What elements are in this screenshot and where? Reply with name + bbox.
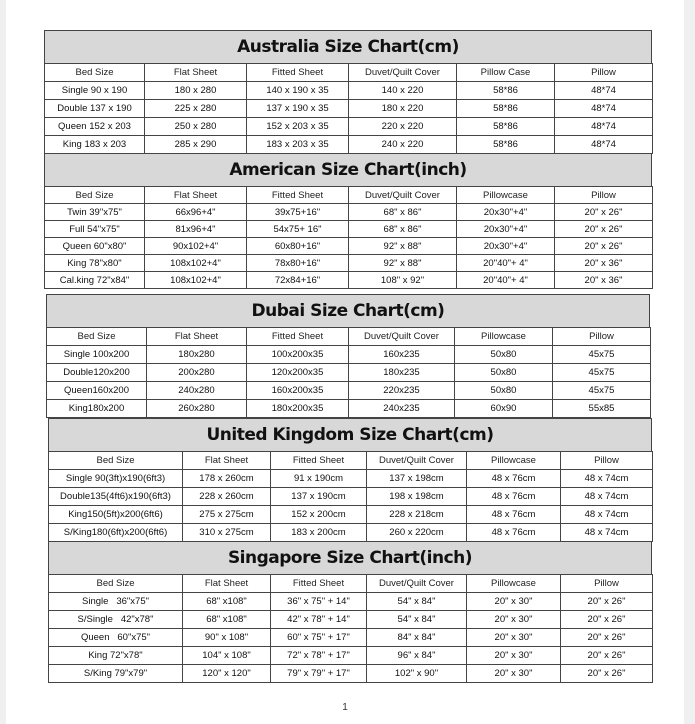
table-cell: S/Single 42"x78" [49,611,183,629]
table-cell: 20" x 26" [561,593,653,611]
table-row [45,221,653,238]
table-cell: 240x235 [349,400,455,418]
header-cell: Duvet/Quilt Cover [349,328,455,346]
table-cell: King150(5ft)x200(6ft6) [49,506,183,524]
table-cell: 20"40"+ 4" [457,272,555,289]
table-cell: Single 100x200 [47,346,147,364]
header-cell: Pillow [561,452,653,470]
table-cell: Queen 60"x80" [45,238,145,255]
header-cell: Flat Sheet [183,452,271,470]
table-header-row [45,64,653,82]
table-cell: 48*74 [555,82,653,100]
header-cell: Pillowcase [455,328,553,346]
header-cell: Pillowcase [467,575,561,593]
table-cell: 108" x 92" [349,272,457,289]
table-cell: King 183 x 203 [45,136,145,154]
table-cell: 58*86 [457,118,555,136]
table-cell: Queen 60"x75" [49,629,183,647]
table-cell: 78x80+16" [247,255,349,272]
table-cell: 48 x 76cm [467,524,561,542]
table-cell: 137 x 198cm [367,470,467,488]
table-cell: 20x30"+4" [457,238,555,255]
table-row [45,136,653,154]
table-cell: 228 x 260cm [183,488,271,506]
size-chart-singapore [48,541,652,683]
table-cell: Queen 152 x 203 [45,118,145,136]
header-cell: Fitted Sheet [247,328,349,346]
table-cell: 310 x 275cm [183,524,271,542]
table-cell: 50x80 [455,382,553,400]
table-cell: 54" x 84" [367,593,467,611]
table-cell: 183 x 203 x 35 [247,136,349,154]
table-cell: 20" x 30" [467,593,561,611]
table-cell: 137 x 190 x 35 [247,100,349,118]
header-cell: Pillow Case [457,64,555,82]
table-row [49,593,653,611]
table-header-row [47,328,651,346]
table-cell: 81x96+4" [145,221,247,238]
table-cell: 68" x 86" [349,221,457,238]
table-cell: 20" x 30" [467,665,561,683]
header-cell: Bed Size [45,64,145,82]
table-cell: 180 x 220 [349,100,457,118]
table-row [45,272,653,289]
table-cell: King 78"x80" [45,255,145,272]
table-cell: 48 x 76cm [467,488,561,506]
size-chart-united-kingdom [48,418,652,542]
table-cell: Queen160x200 [47,382,147,400]
table-cell: 39x75+16" [247,204,349,221]
header-cell: Flat Sheet [145,64,247,82]
header-cell: Bed Size [49,452,183,470]
table-cell: 240x280 [147,382,247,400]
table-cell: 48 x 76cm [467,506,561,524]
table-cell: 68" x108" [183,611,271,629]
table-header-row [49,452,653,470]
header-cell: Pillow [553,328,651,346]
table-cell: 79" x 79" + 17" [271,665,367,683]
table-cell: Full 54"x75" [45,221,145,238]
table-cell: 152 x 200cm [271,506,367,524]
table-cell: 48*74 [555,118,653,136]
table-row [47,346,651,364]
header-cell: Duvet/Quilt Cover [349,64,457,82]
table-cell: 92" x 88" [349,238,457,255]
table-row [49,629,653,647]
table-cell: Double120x200 [47,364,147,382]
table-cell: 100x200x35 [247,346,349,364]
table-cell: 180x200x35 [247,400,349,418]
size-table [44,63,653,154]
table-cell: Twin 39"x75" [45,204,145,221]
table-row [49,665,653,683]
table-cell: 48*74 [555,136,653,154]
table-cell: 58*86 [457,136,555,154]
table-cell: 140 x 190 x 35 [247,82,349,100]
size-table [44,186,653,289]
table-cell: 48 x 74cm [561,524,653,542]
header-cell: Duvet/Quilt Cover [367,452,467,470]
table-row [45,82,653,100]
size-chart-australia [44,30,652,154]
table-cell: 20" x 30" [467,629,561,647]
table-cell: 180 x 280 [145,82,247,100]
table-cell: 68" x108" [183,593,271,611]
table-cell: 58*86 [457,82,555,100]
table-cell: 20" x 36" [555,272,653,289]
table-cell: 20" x 30" [467,647,561,665]
header-cell: Fitted Sheet [247,187,349,204]
table-cell: 20" x 26" [561,647,653,665]
table-cell: 20"40"+ 4" [457,255,555,272]
table-cell: 60x80+16" [247,238,349,255]
table-cell: 104" x 108" [183,647,271,665]
table-cell: 48*74 [555,100,653,118]
table-cell: 90x102+4" [145,238,247,255]
table-cell: 84" x 84" [367,629,467,647]
document-page [6,0,684,724]
table-cell: 36" x 75" + 14" [271,593,367,611]
header-cell: Bed Size [47,328,147,346]
table-cell: 137 x 190cm [271,488,367,506]
table-cell: 60x90 [455,400,553,418]
table-cell: 60" x 75" + 17" [271,629,367,647]
header-cell: Duvet/Quilt Cover [367,575,467,593]
table-cell: 180x280 [147,346,247,364]
table-cell: Double 137 x 190 [45,100,145,118]
table-cell: 54x75+ 16" [247,221,349,238]
header-cell: Duvet/Quilt Cover [349,187,457,204]
table-cell: 120x200x35 [247,364,349,382]
table-cell: Double135(4ft6)x190(6ft3) [49,488,183,506]
table-cell: 108x102+4" [145,272,247,289]
table-cell: King 72"x78" [49,647,183,665]
table-row [47,400,651,418]
table-cell: 240 x 220 [349,136,457,154]
chart-title: American Size Chart(inch) [44,153,652,186]
table-cell: King180x200 [47,400,147,418]
table-cell: 200x280 [147,364,247,382]
table-cell: 92" x 88" [349,255,457,272]
table-cell: 68" x 86" [349,204,457,221]
table-cell: 260x280 [147,400,247,418]
table-row [49,647,653,665]
table-row [45,100,653,118]
header-cell: Pillow [561,575,653,593]
table-row [49,611,653,629]
table-cell: 72" x 78" + 17" [271,647,367,665]
table-cell: 120" x 120" [183,665,271,683]
table-row [49,524,653,542]
table-cell: 285 x 290 [145,136,247,154]
table-cell: 250 x 280 [145,118,247,136]
table-cell: 48 x 74cm [561,488,653,506]
page-number: 1 [342,702,348,713]
table-cell: S/King 79"x79" [49,665,183,683]
table-cell: 183 x 200cm [271,524,367,542]
header-cell: Pillowcase [457,187,555,204]
table-cell: 20" x 26" [561,629,653,647]
table-cell: 48 x 74cm [561,470,653,488]
table-cell: 45x75 [553,364,651,382]
table-cell: 152 x 203 x 35 [247,118,349,136]
table-cell: 180x235 [349,364,455,382]
table-cell: 50x80 [455,346,553,364]
table-row [49,506,653,524]
table-cell: 160x235 [349,346,455,364]
chart-title: Dubai Size Chart(cm) [46,294,650,327]
table-cell: 54" x 84" [367,611,467,629]
table-cell: 20" x 26" [561,665,653,683]
table-cell: 225 x 280 [145,100,247,118]
table-cell: 20" x 26" [555,204,653,221]
header-cell: Flat Sheet [145,187,247,204]
chart-title: Australia Size Chart(cm) [44,30,652,63]
table-cell: 66x96+4" [145,204,247,221]
table-row [45,255,653,272]
table-header-row [49,575,653,593]
header-cell: Bed Size [49,575,183,593]
table-cell: 102" x 90" [367,665,467,683]
table-cell: Single 90 x 190 [45,82,145,100]
table-cell: Single 36"x75" [49,593,183,611]
table-header-row [45,187,653,204]
table-cell: 20" x 36" [555,255,653,272]
table-row [49,470,653,488]
table-row [45,118,653,136]
table-cell: 220 x 220 [349,118,457,136]
chart-title: United Kingdom Size Chart(cm) [48,418,652,451]
table-cell: 220x235 [349,382,455,400]
table-cell: 45x75 [553,346,651,364]
table-cell: 20" x 26" [555,221,653,238]
table-cell: 55x85 [553,400,651,418]
table-cell: 228 x 218cm [367,506,467,524]
size-table [48,574,653,683]
table-cell: 90" x 108" [183,629,271,647]
table-cell: 50x80 [455,364,553,382]
table-cell: 160x200x35 [247,382,349,400]
table-cell: 178 x 260cm [183,470,271,488]
table-cell: 108x102+4" [145,255,247,272]
table-cell: 275 x 275cm [183,506,271,524]
table-cell: 58*86 [457,100,555,118]
header-cell: Fitted Sheet [271,452,367,470]
table-cell: 20x30"+4" [457,221,555,238]
table-cell: 20x30"+4" [457,204,555,221]
header-cell: Fitted Sheet [271,575,367,593]
table-row [47,382,651,400]
size-chart-dubai [46,294,650,418]
table-cell: 48 x 74cm [561,506,653,524]
table-row [45,204,653,221]
table-cell: 72x84+16" [247,272,349,289]
table-cell: 260 x 220cm [367,524,467,542]
header-cell: Pillowcase [467,452,561,470]
table-cell: Single 90(3ft)x190(6ft3) [49,470,183,488]
table-cell: 45x75 [553,382,651,400]
table-row [49,488,653,506]
table-cell: Cal.king 72"x84" [45,272,145,289]
table-cell: 91 x 190cm [271,470,367,488]
chart-title: Singapore Size Chart(inch) [48,541,652,574]
header-cell: Bed Size [45,187,145,204]
table-row [47,364,651,382]
header-cell: Pillow [555,187,653,204]
header-cell: Flat Sheet [147,328,247,346]
header-cell: Pillow [555,64,653,82]
table-cell: 20" x 26" [555,238,653,255]
table-row [45,238,653,255]
table-cell: 48 x 76cm [467,470,561,488]
table-cell: 20" x 26" [561,611,653,629]
table-cell: 20" x 30" [467,611,561,629]
table-cell: 42" x 78" + 14" [271,611,367,629]
table-cell: 140 x 220 [349,82,457,100]
size-table [48,451,653,542]
table-cell: 198 x 198cm [367,488,467,506]
table-cell: S/King180(6ft)x200(6ft6) [49,524,183,542]
header-cell: Flat Sheet [183,575,271,593]
size-table [46,327,651,418]
header-cell: Fitted Sheet [247,64,349,82]
table-cell: 96" x 84" [367,647,467,665]
size-chart-american [44,153,652,289]
